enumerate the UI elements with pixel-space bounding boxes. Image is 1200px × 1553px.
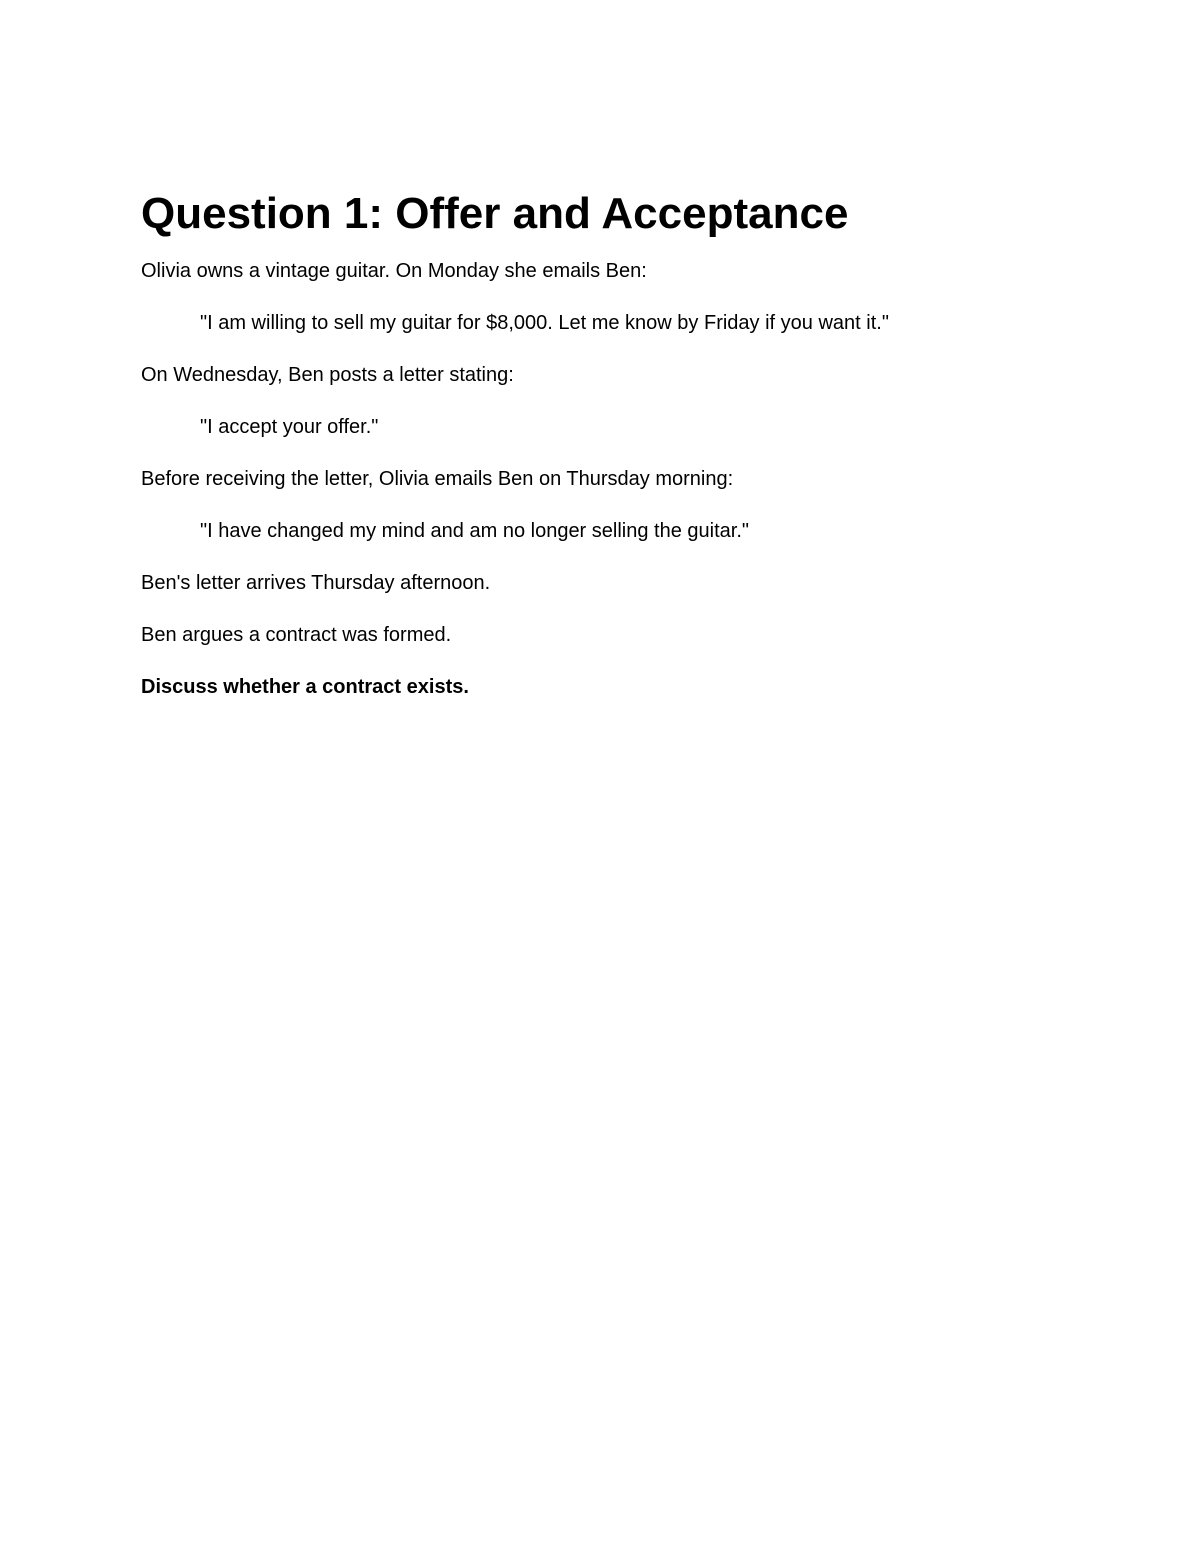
page-title: Question 1: Offer and Acceptance (141, 189, 849, 238)
paragraph-thursday-morning: Before receiving the letter, Olivia emails Ben on Thursday morning: (141, 468, 734, 490)
paragraph-wednesday: On Wednesday, Ben posts a letter stating: (141, 364, 514, 386)
paragraph-ben-argues: Ben argues a contract was formed. (141, 624, 452, 646)
paragraph-letter-arrives: Ben's letter arrives Thursday afternoon. (141, 572, 491, 594)
document-body (141, 186, 1061, 727)
quote-acceptance: "I accept your offer." (200, 416, 379, 438)
quote-offer: "I am willing to sell my guitar for $8,000. Let me know by Friday if you want it." (200, 312, 889, 334)
quote-revocation: "I have changed my mind and am no longer selling the guitar." (200, 520, 749, 542)
discussion-prompt: Discuss whether a contract exists. (141, 676, 469, 698)
paragraph-intro: Olivia owns a vintage guitar. On Monday she emails Ben: (141, 260, 647, 282)
